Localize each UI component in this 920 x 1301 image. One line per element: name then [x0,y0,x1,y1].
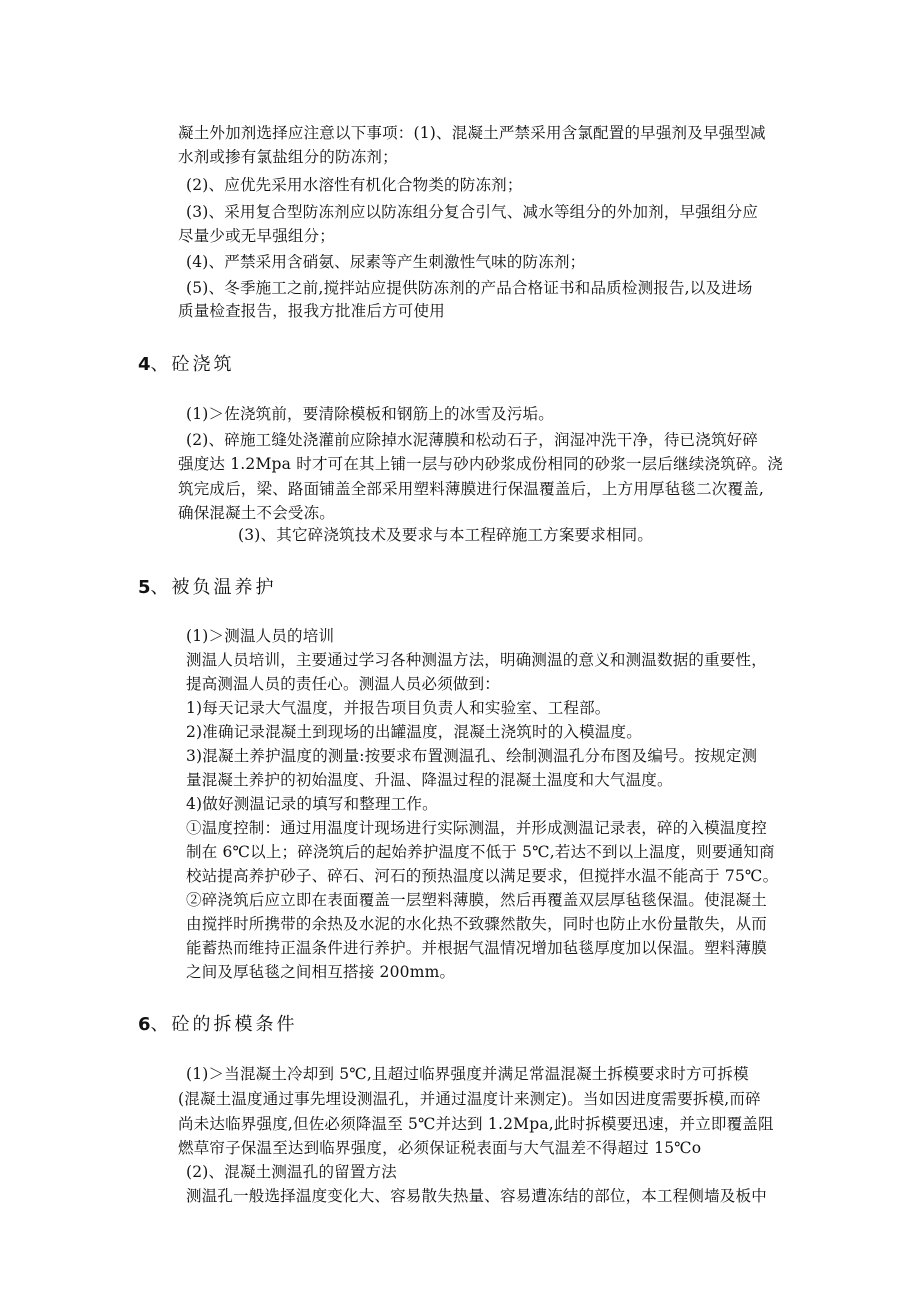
section5-line: 3)混凝土养护温度的测量:按要求布置测温孔、绘制测温孔分布图及编号。按规定测 [186,747,758,765]
section-title: 、被负温养护 [150,577,277,598]
intro-line: (5)、冬季施工之前,搅拌站应提供防冻剂的产品合格证书和品质检测报告,以及进场 [186,279,753,297]
section5-line: 由搅拌时所携带的余热及水泥的水化热不致骤然散失，同时也防止水份量散失，从而 [186,915,767,933]
intro-line: (2)、应优先采用水溶性有机化合物类的防冻剂； [186,176,523,194]
section-number: 6 [138,1014,151,1035]
intro-line: 尽量少或无早强组分； [178,227,336,245]
section-title: 、砼的拆模条件 [150,1014,298,1035]
section-heading-5 [138,575,277,601]
section6-line: (混凝土温度通过事先埋设测温孔，并通过温度计来测定)。当如因进度需要拆模,而碎 [178,1090,761,1108]
section-number: 5 [138,577,151,598]
section5-line: 能蓄热而维持正温条件进行养护。并根据气温情况增加毡毯厚度加以保温。塑料薄膜 [186,939,767,957]
section6-line: 尚未达临界强度,但佐必须降温至 5℃并达到 1.2Mpa,此时拆模要迅速，并立即覆盖阻 [178,1115,774,1133]
section5-line: 制在 6℃以上；碎浇筑后的起始养护温度不低于 5℃,若达不到以上温度，则要通知商 [186,843,775,861]
intro-line: (3)、采用复合型防冻剂应以防冻组分复合引气、减水等组分的外加剂，早强组分应 [186,203,759,221]
section5-line: ②碎浇筑后应立即在表面覆盖一层塑料薄膜，然后再覆盖双层厚毡毯保温。使混凝土 [186,891,767,909]
section4-line: 确保混凝土不会受冻。 [178,504,336,522]
section5-line: 提高测温人员的责任心。测温人员必须做到： [186,675,501,693]
section4-line: (3)、其它碎浇筑技术及要求与本工程碎施工方案要求相同。 [238,526,654,544]
section5-line: 2)准确记录混凝土到现场的出罐温度，混凝土浇筑时的入模温度。 [186,723,642,741]
section4-line: 筑完成后，梁、路面铺盖全部采用塑料薄膜进行保温覆盖后，上方用厚毡毯二次覆盖, [178,480,765,498]
section4-line: 强度达 1.2Mpa 时才可在其上铺一层与砂内砂浆成份相同的砂浆一层后继续浇筑碎。浇 [178,455,783,473]
section5-line: 测温人员培训，主要通过学习各种测温方法，明确测温的意义和测温数据的重要性， [186,651,767,669]
section5-line: 1)每天记录大气温度，并报告项目负责人和实验室、工程部。 [186,699,611,717]
section5-line: (1)＞测温人员的培训 [186,627,335,645]
section4-line: (2)、碎施工缝处浇灌前应除掉水泥薄膜和松动石子，润湿冲洗干净，待已浇筑好碎 [186,431,759,449]
intro-line: 质量检查报告，报我方批准后方可使用 [178,302,445,320]
section-title: 、砼浇筑 [150,354,235,375]
section6-line: 燃草帘子保温至达到临界强度，必须保证税表面与大气温差不得超过 15℃o [178,1139,702,1157]
section-number: 4 [138,354,151,375]
section5-line: 量混凝土养护的初始温度、升温、降温过程的混凝土温度和大气温度。 [186,771,673,789]
section5-line: ①温度控制：通过用温度计现场进行实际测温，并形成测温记录表，碎的入模温度控 [186,819,767,837]
section5-line: 校站提高养护砂子、碎石、河石的预热温度以满足要求，但搅拌水温不能高于 75℃。 [186,867,779,885]
section6-line: 测温孔一般选择温度变化大、容易散失热量、容易遭冻结的部位，本工程侧墙及板中 [186,1187,767,1205]
intro-line: 凝土外加剂选择应注意以下事项：(1)、混凝土严禁采用含氯配置的早强剂及早强型减 [178,124,766,142]
section-heading-6 [138,1012,298,1038]
section5-line: 之间及厚毡毯之间相互搭接 200mm。 [186,963,456,981]
intro-line: 水剂或掺有氯盐组分的防冻剂； [178,148,398,166]
section5-line: 4)做好测温记录的填写和整理工作。 [186,795,438,813]
section6-line: (1)＞当混凝土冷却到 5℃,且超过临界强度并满足常温混凝土拆模要求时方可拆模 [186,1065,749,1083]
intro-line: (4)、严禁采用含硝氨、尿素等产生刺激性气味的防冻剂； [186,253,586,271]
section4-line: (1)＞佐浇筑前，要清除模板和钢筋上的冰雪及污垢。 [186,405,554,423]
section6-line: (2)、混凝土测温孔的留置方法 [186,1163,397,1181]
section-heading-4 [138,352,235,378]
